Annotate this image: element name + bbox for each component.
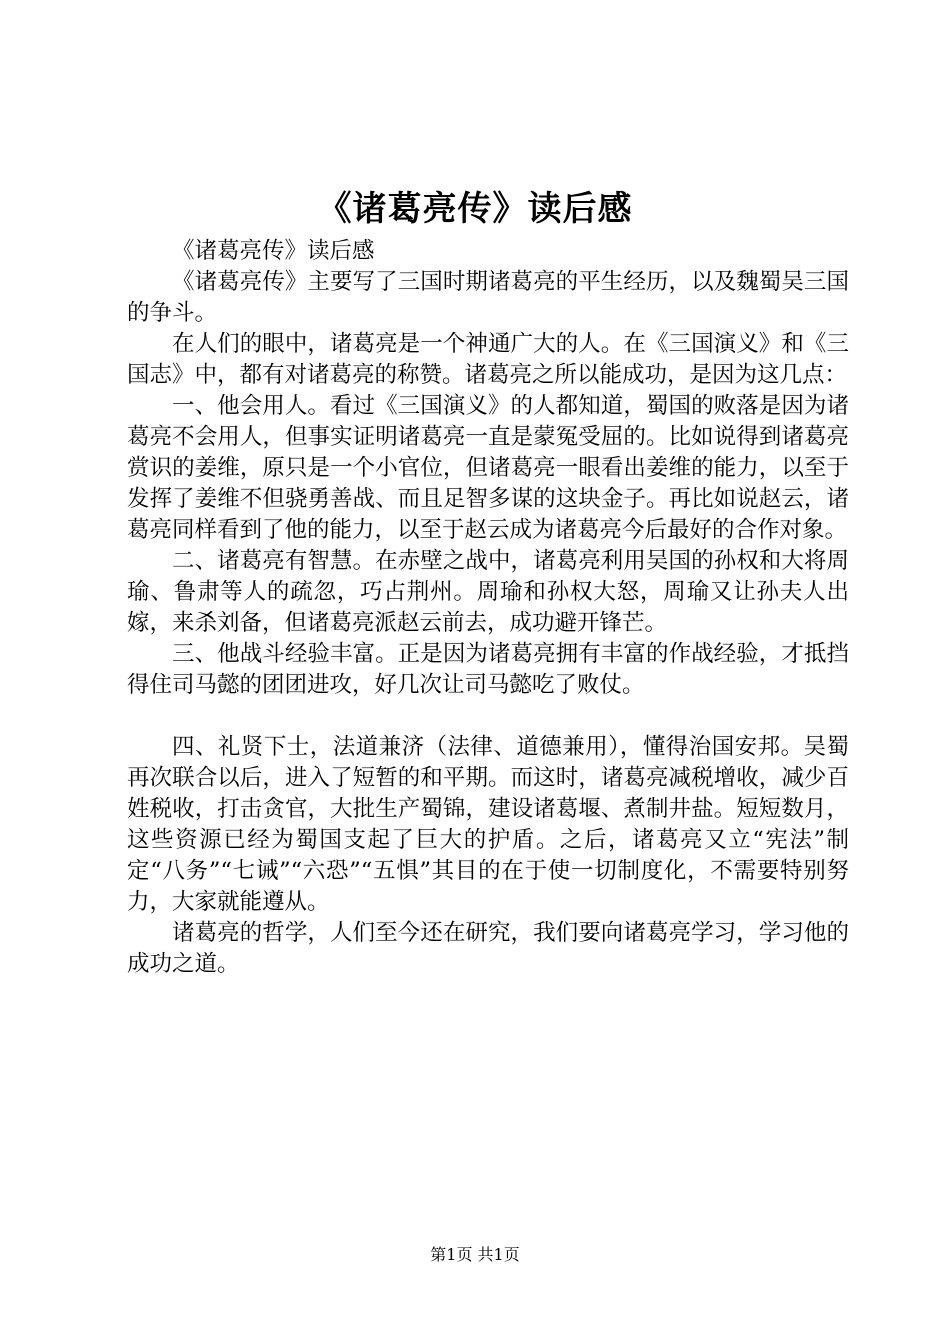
paragraph-point-one: 一、他会用人。看过《三国演义》的人都知道，蜀国的败落是因为诸葛亮不会用人，但事实证明诸葛亮一直是蒙冤受屈的。比如说得到诸葛亮赏识的姜维，原只是一个小官位，但诸葛亮一眼看出姜维的能力，以至于发挥了姜维不但骁勇善战、而且足智多谋的这块金子。再比如说赵云，诸葛亮同样看到了他的能力，以至于赵云成为诸葛亮今后最好的合作对象。 [127, 393, 849, 543]
paragraph-subtitle: 《诸葛亮传》读后感 [172, 238, 375, 264]
paragraph-spacer [127, 701, 849, 732]
paragraph-intro: 《诸葛亮传》主要写了三国时期诸葛亮的平生经历，以及魏蜀吴三国的争斗。 [127, 269, 849, 326]
page-footer: 第1页 共1页 [430, 1245, 520, 1264]
document-body [127, 236, 849, 980]
paragraph-overview: 在人们的眼中，诸葛亮是一个神通广大的人。在《三国演义》和《三国志》中，都有对诸葛亮的称赞。诸葛亮之所以能成功，是因为这几点： [127, 331, 849, 388]
paragraph-point-four: 四、礼贤下士，法道兼济（法律、道德兼用），懂得治国安邦。吴蜀再次联合以后，进入了短暂的和平期。而这时，诸葛亮减税增收，减少百姓税收，打击贪官，大批生产蜀锦，建设诸葛堰、煮制井盐。短短数月，这些资源已经为蜀国支起了巨大的护盾。之后，诸葛亮又立“宪法”制定“八务”“七诫”“六恐”“五惧”其目的在于使一切制度化，不需要特别努力，大家就能遵从。 [127, 734, 849, 915]
paragraph-point-two: 二、诸葛亮有智慧。在赤壁之战中，诸葛亮利用吴国的孙权和大将周瑜、鲁肃等人的疏忽，巧占荆州。周瑜和孙权大怒，周瑜又让孙夫人出嫁，来杀刘备，但诸葛亮派赵云前去，成功避开锋芒。 [127, 548, 849, 636]
document-title: 《诸葛亮传》读后感 [317, 189, 633, 229]
paragraph-point-three: 三、他战斗经验丰富。正是因为诸葛亮拥有丰富的作战经验，才抵挡得住司马懿的团团进攻，好几次让司马懿吃了败仗。 [127, 641, 849, 698]
paragraph-conclusion: 诸葛亮的哲学，人们至今还在研究，我们要向诸葛亮学习，学习他的成功之道。 [127, 920, 849, 977]
